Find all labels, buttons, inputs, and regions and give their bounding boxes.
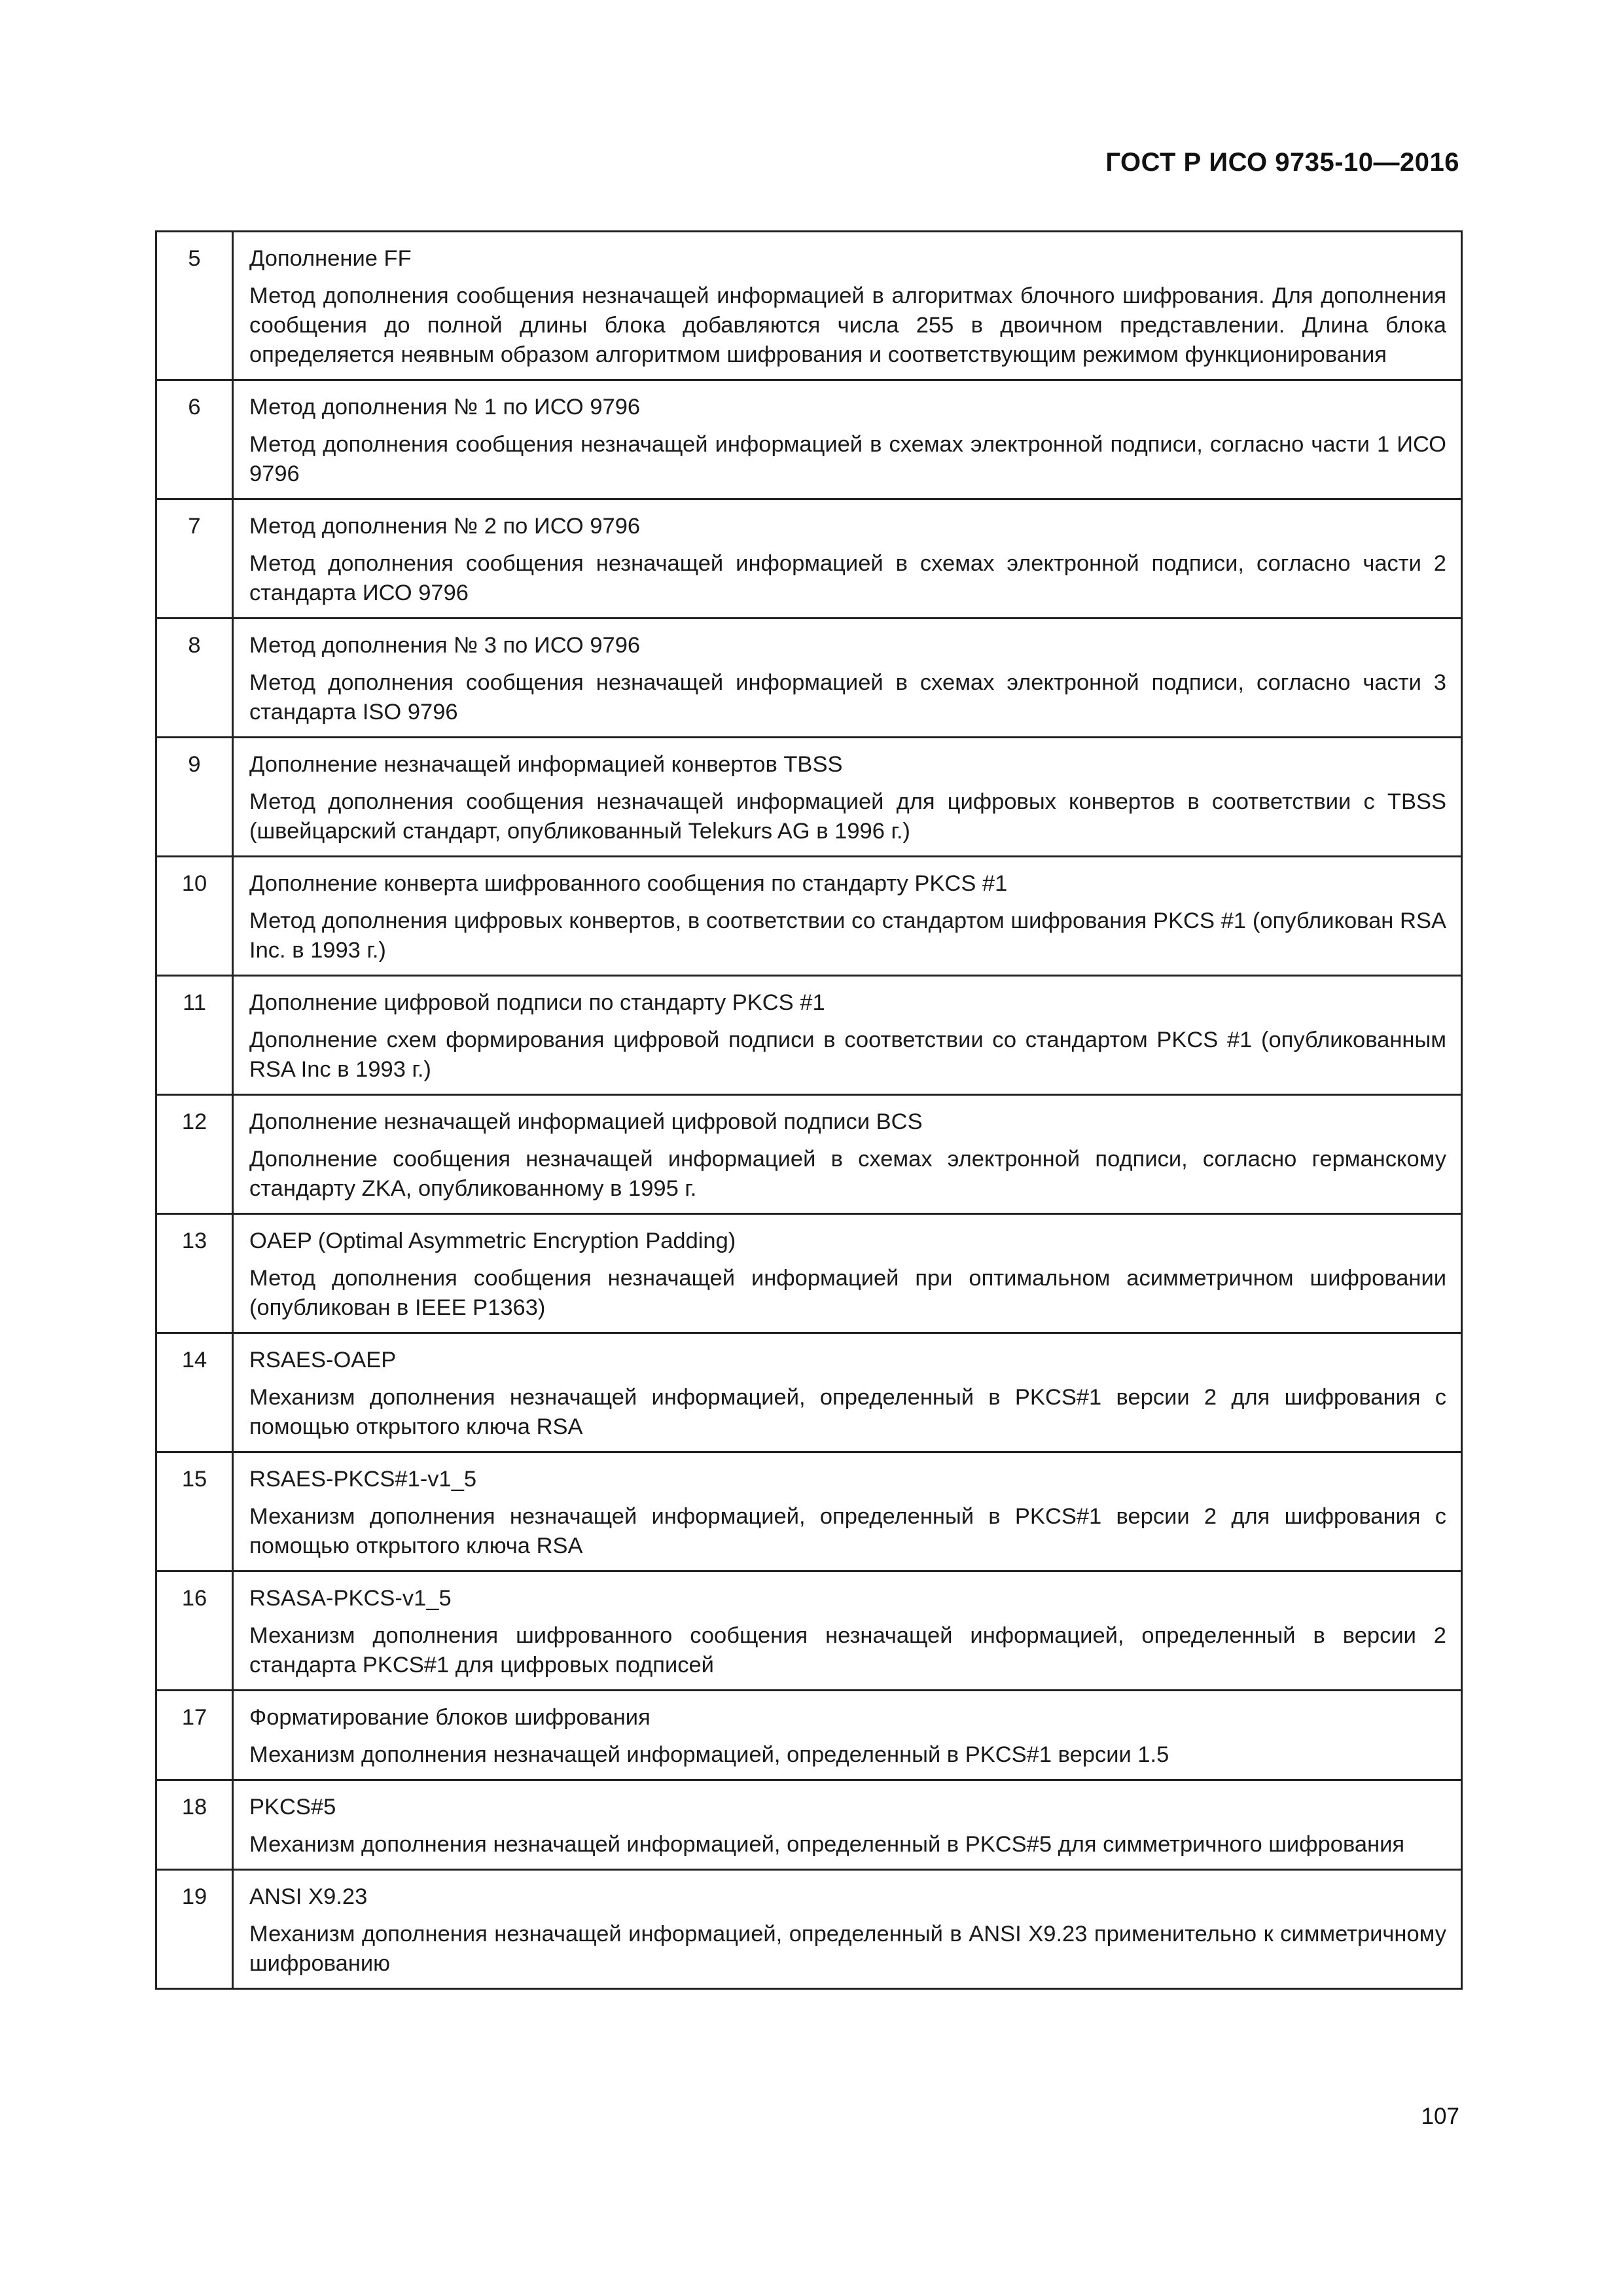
table-body bbox=[156, 232, 1462, 1989]
page-number: 107 bbox=[1421, 2104, 1459, 2129]
entry-content bbox=[233, 380, 1462, 499]
entry-number: 12 bbox=[156, 1095, 233, 1214]
entry-title: RSAES-PKCS#1-v1_5 bbox=[249, 1467, 477, 1492]
entry-description: Метод дополнения сообщения незначащей информацией при оптимальном асимметричном шифровании (опубликован в IEEE P1363) bbox=[249, 1266, 1446, 1320]
entry-description: Механизм дополнения незначащей информацией, определенный в ANSI X9.23 применительно к симметричному шифрованию bbox=[249, 1922, 1446, 1976]
entry-number: 17 bbox=[156, 1691, 233, 1780]
table-row bbox=[156, 232, 1462, 380]
entry-description: Метод дополнения сообщения незначащей информацией в схемах электронной подписи, согласно части 3 стандарта ISO 9796 bbox=[249, 670, 1446, 725]
entry-title: RSAES-OAEP bbox=[249, 1348, 397, 1372]
entry-title: OAEP (Optimal Asymmetric Encryption Padding) bbox=[249, 1229, 736, 1253]
entry-number: 13 bbox=[156, 1214, 233, 1333]
entry-number: 8 bbox=[156, 619, 233, 738]
entry-description: Метод дополнения сообщения незначащей информацией в алгоритмах блочного шифрования. Для дополнения сообщения до полной длины блока добавляются числа 255 в двоичном представлении. Длина блока определяется неявным образом алгоритмом шифрования и соответствующим режимом функционирования bbox=[249, 283, 1446, 367]
entry-title: Дополнение незначащей информацией конвертов TBSS bbox=[249, 752, 843, 777]
entry-content bbox=[233, 738, 1462, 857]
entry-number: 5 bbox=[156, 232, 233, 380]
entry-content bbox=[233, 857, 1462, 976]
entry-number: 14 bbox=[156, 1333, 233, 1452]
entry-content bbox=[233, 1691, 1462, 1780]
entry-description: Механизм дополнения незначащей информацией, определенный в PKCS#1 версии 2 для шифрования с помощью открытого ключа RSA bbox=[249, 1385, 1446, 1439]
table-row bbox=[156, 976, 1462, 1095]
entry-number: 10 bbox=[156, 857, 233, 976]
document-code-header: ГОСТ Р ИСО 9735-10—2016 bbox=[1105, 148, 1459, 177]
entry-description: Метод дополнения сообщения незначащей информацией в схемах электронной подписи, согласно части 2 стандарта ИСО 9796 bbox=[249, 551, 1446, 605]
entry-description: Метод дополнения сообщения незначащей информацией для цифровых конвертов в соответствии с TBSS (швейцарский стандарт, опубликованный Telekurs AG в 1996 г.) bbox=[249, 789, 1446, 844]
entry-content bbox=[233, 1780, 1462, 1870]
padding-methods-table bbox=[155, 230, 1463, 1990]
entry-description: Метод дополнения цифровых конвертов, в соответствии со стандартом шифрования PKCS #1 (опубликован RSA Inc. в 1993 г.) bbox=[249, 908, 1446, 963]
table-row bbox=[156, 380, 1462, 499]
entry-number: 15 bbox=[156, 1452, 233, 1571]
table-row bbox=[156, 1870, 1462, 1989]
entry-number: 6 bbox=[156, 380, 233, 499]
table-row bbox=[156, 499, 1462, 619]
entry-content bbox=[233, 619, 1462, 738]
entry-description: Метод дополнения сообщения незначащей информацией в схемах электронной подписи, согласно части 1 ИСО 9796 bbox=[249, 432, 1446, 486]
table-row bbox=[156, 1691, 1462, 1780]
entry-number: 19 bbox=[156, 1870, 233, 1989]
table-row bbox=[156, 1333, 1462, 1452]
entry-number: 11 bbox=[156, 976, 233, 1095]
entry-description: Механизм дополнения незначащей информацией, определенный в PKCS#1 версии 2 для шифрования с помощью открытого ключа RSA bbox=[249, 1504, 1446, 1558]
entry-content bbox=[233, 1870, 1462, 1989]
entry-title: Дополнение незначащей информацией цифровой подписи BCS bbox=[249, 1109, 923, 1134]
entry-content bbox=[233, 1333, 1462, 1452]
entry-title: Метод дополнения № 1 по ИСО 9796 bbox=[249, 395, 641, 420]
entry-number: 9 bbox=[156, 738, 233, 857]
entry-title: Дополнение FF bbox=[249, 246, 412, 271]
entry-description: Дополнение сообщения незначащей информацией в схемах электронной подписи, согласно германскому стандарту ZKA, опубликованному в 1995 г. bbox=[249, 1147, 1446, 1201]
entry-number: 16 bbox=[156, 1571, 233, 1691]
entry-content bbox=[233, 1214, 1462, 1333]
entry-title: Дополнение цифровой подписи по стандарту PKCS #1 bbox=[249, 990, 825, 1015]
table-row bbox=[156, 1095, 1462, 1214]
entry-title: Метод дополнения № 2 по ИСО 9796 bbox=[249, 514, 641, 539]
entry-title: Дополнение конверта шифрованного сообщения по стандарту PKCS #1 bbox=[249, 871, 1008, 896]
table-row bbox=[156, 1571, 1462, 1691]
entry-title: PKCS#5 bbox=[249, 1795, 336, 1820]
entry-content bbox=[233, 499, 1462, 619]
entry-content bbox=[233, 1452, 1462, 1571]
entry-title: Форматирование блоков шифрования bbox=[249, 1705, 651, 1730]
entry-number: 18 bbox=[156, 1780, 233, 1870]
entry-description: Механизм дополнения незначащей информацией, определенный в PKCS#1 версии 1.5 bbox=[249, 1742, 1169, 1767]
entry-title: ANSI X9.23 bbox=[249, 1884, 368, 1909]
table-row bbox=[156, 738, 1462, 857]
entry-content bbox=[233, 1571, 1462, 1691]
entry-description: Дополнение схем формирования цифровой подписи в соответствии со стандартом PKCS #1 (опубликованным RSA Inc в 1993 г.) bbox=[249, 1028, 1446, 1082]
entry-description: Механизм дополнения незначащей информацией, определенный в PKCS#5 для симметричного шифрования bbox=[249, 1832, 1405, 1857]
table-row bbox=[156, 1214, 1462, 1333]
entry-content bbox=[233, 232, 1462, 380]
table-row bbox=[156, 857, 1462, 976]
entry-content bbox=[233, 1095, 1462, 1214]
entry-content bbox=[233, 976, 1462, 1095]
entry-description: Механизм дополнения шифрованного сообщения незначащей информацией, определенный в версии 2 стандарта PKCS#1 для цифровых подписей bbox=[249, 1623, 1446, 1677]
table-row bbox=[156, 1780, 1462, 1870]
entry-number: 7 bbox=[156, 499, 233, 619]
entry-title: RSASA-PKCS-v1_5 bbox=[249, 1586, 452, 1611]
table-row bbox=[156, 1452, 1462, 1571]
entry-title: Метод дополнения № 3 по ИСО 9796 bbox=[249, 633, 641, 658]
table-row bbox=[156, 619, 1462, 738]
